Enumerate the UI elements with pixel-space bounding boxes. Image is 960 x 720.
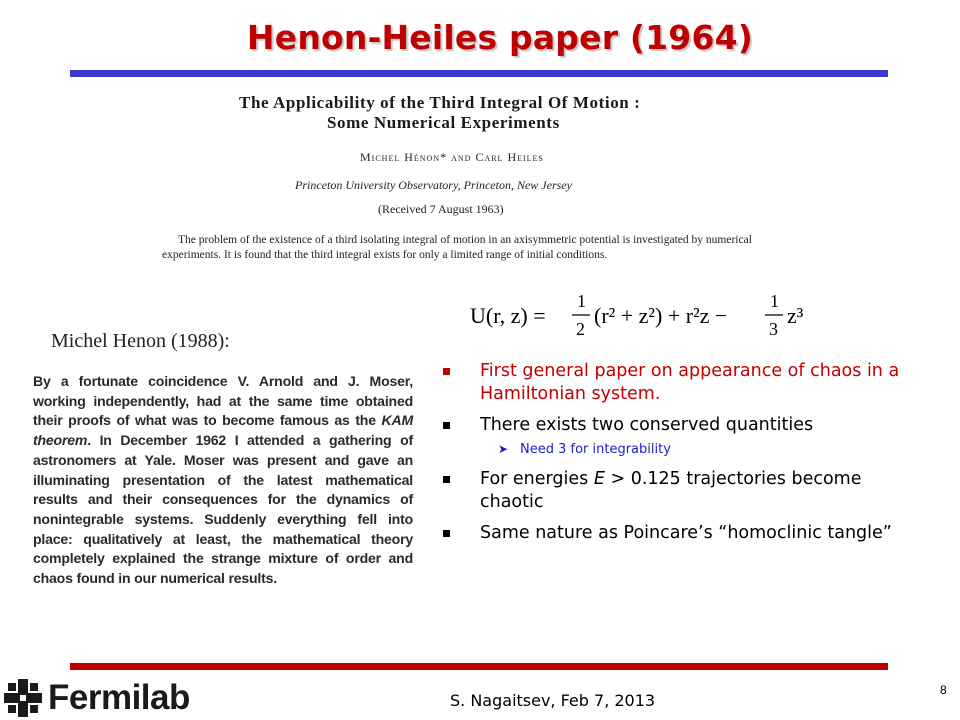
henon-quote — [33, 372, 413, 589]
equation-third-numerator: 1 — [770, 291, 779, 311]
potential-equation — [470, 290, 815, 340]
bullet-energies — [440, 468, 910, 514]
quote-kam-theorem: KAM theorem — [33, 412, 413, 449]
page-number: 8 — [940, 683, 947, 697]
equation-lhs: U(r, z) = — [470, 303, 546, 328]
paper-received-date: (Received 7 August 1963) — [378, 202, 504, 216]
paper-abstract: The problem of the existence of a third isolating integral of motion in an axisymmetric potential is investigated by numerical experiments. It is found that the third integral exists for only a limited range of initial conditions. — [162, 234, 752, 261]
footer-rule — [70, 663, 888, 670]
square-bullet-icon — [443, 368, 450, 375]
paper-excerpt — [160, 86, 800, 286]
equation-third-denominator: 3 — [769, 319, 778, 339]
bullet-conserved-text: There exists two conserved quantities — [480, 415, 814, 435]
slide-title: Henon-Heiles paper (1964) — [246, 18, 754, 57]
bullet-conserved — [440, 414, 910, 437]
quote-text-before: By a fortunate coincidence V. Arnold and J. Moser, working independently, had at the same time obtained their proofs of what was to become famous as the — [33, 373, 413, 429]
bullet-first-paper — [440, 360, 910, 406]
paper-authors: Michel Hénon* and Carl Heiles — [360, 150, 544, 164]
square-bullet-icon — [443, 530, 450, 537]
equation-middle: (r² + z²) + r²z − — [594, 303, 728, 328]
sub-bullet-integrability-text: Need 3 for integrability — [520, 442, 671, 457]
paper-title — [239, 93, 759, 133]
bullet-poincare — [440, 522, 910, 545]
square-bullet-icon — [443, 476, 450, 483]
equation-half-numerator: 1 — [577, 291, 586, 311]
paper-title-line1: The Applicability of the Third Integral Of Motion : — [239, 93, 641, 112]
arrow-bullet-icon: ➤ — [498, 442, 509, 456]
bullet-energies-var: E — [593, 469, 605, 489]
quote-text-after: . In December 1962 I attended a gathering of astronomers at Yale. Moser was present and gave an illuminating presentation of the latest mathematical results and their consequences for the dynamics of nonintegrable systems. Suddenly everything fell into place: qualitatively at least, the mathematical theory completely explained the strange mixture of order and chaos found in our numerical results. — [33, 432, 413, 587]
title-rule — [70, 70, 888, 77]
square-bullet-icon — [443, 422, 450, 429]
bullet-list — [440, 360, 910, 553]
footer-author-date: S. Nagaitsev, Feb 7, 2013 — [450, 691, 656, 710]
fermilab-logo-icon — [4, 679, 42, 717]
fermilab-logo — [4, 678, 190, 718]
bullet-poincare-text: Same nature as Poincare’s “homoclinic tangle” — [480, 523, 892, 543]
paper-title-line2: Some Numerical Experiments — [327, 113, 560, 132]
fermilab-logo-text: Fermilab — [48, 678, 190, 717]
paper-affiliation: Princeton University Observatory, Princeton, New Jersey — [295, 178, 572, 192]
bullet-first-paper-text: First general paper on appearance of chaos in a Hamiltonian system. — [480, 361, 900, 404]
bullet-energies-post: > 0.125 trajectories become chaotic — [480, 469, 862, 512]
quote-label: Michel Henon (1988): — [51, 330, 230, 352]
sub-bullet-integrability — [440, 441, 910, 458]
bullet-energies-pre: For energies — [480, 469, 594, 489]
equation-tail: z³ — [787, 303, 804, 328]
equation-half-denominator: 2 — [576, 319, 585, 339]
